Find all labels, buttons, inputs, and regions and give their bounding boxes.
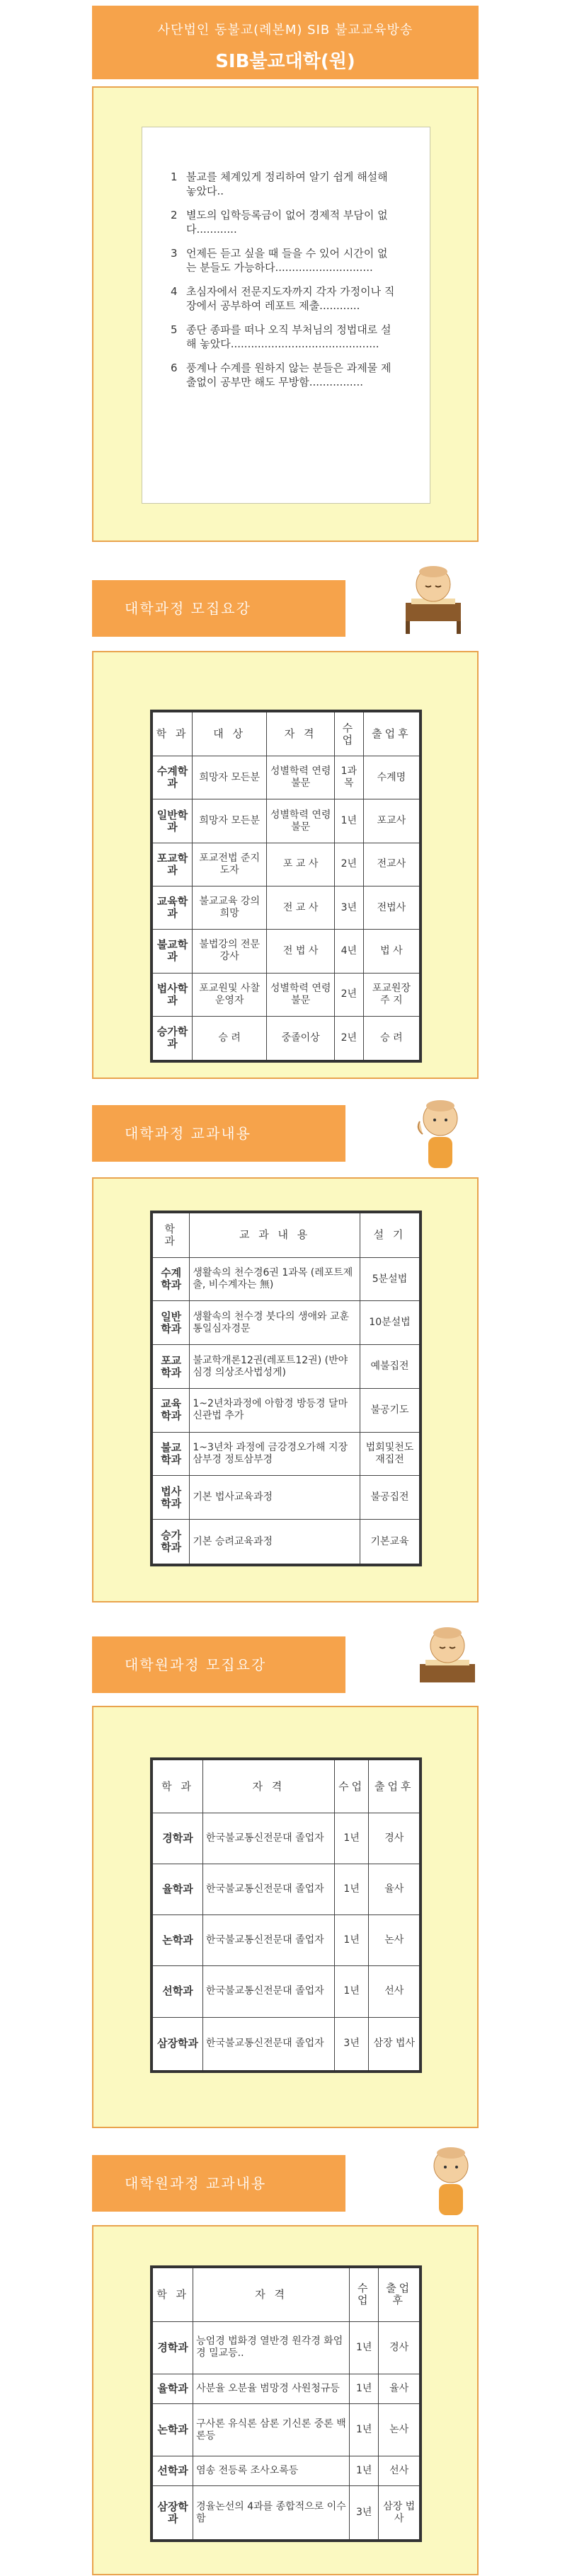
table-row: 포교학과 불교학개론12권(레포트12권) (반야심경 의상조사법성게) 예불집전 bbox=[151, 1345, 421, 1389]
admission-table: 학 과 대 상 자 격 수업 출업후 수계학과 희망자 모든분 성별학력 연령불문 1과목 수계명 일반학과 희망자 모든분 성별학력 연령불문 1년 포교사 포교학과 포교전법 준지도자 포 교 사 2년 전교사 교육학과 불교교육 강의희망 전 교 사 3년 전법사 불교학과 불법강의 전문강사 전 법 사 4년 법 사 법사학과 포교원및 사찰운영자 성별학력 연령불문 2년 포교원장 주 지 승가학과 승 려 중졸이상 2년 승 려 bbox=[150, 710, 422, 1063]
table-row: 논학과 한국불교통신전문대 졸업자 1년 논사 bbox=[151, 1915, 421, 1966]
graduate-admission-table: 학 과 자 격 수업 출업후 경학과 한국불교통신전문대 졸업자 1년 경사 율학과 한국불교통신전문대 졸업자 1년 율사 논학과 한국불교통신전문대 졸업자 1년 논사 선학과 한국불교통신전문대 졸업자 1년 선사 삼장학과 한국불교통신전문대 졸업자 3년 삼장 법사 bbox=[150, 1757, 422, 2073]
table-row: 경학과 한국불교통신전문대 졸업자 1년 경사 bbox=[151, 1813, 421, 1864]
intro-box bbox=[142, 127, 430, 504]
table-row: 일반학과 희망자 모든분 성별학력 연령불문 1년 포교사 bbox=[151, 799, 421, 843]
header-subtitle: 사단법인 동불교(례본M) SIB 불교교육방송 bbox=[157, 23, 413, 37]
intro-item: 3 언제든 듣고 싶을 때 들을 수 있어 시간이 없는 분들도 가능하다............................. bbox=[171, 247, 388, 274]
curriculum-table: 학 과 교 과 내 용 설 기 수계학과 생활속의 천수경6권 1과목 (레포트제출, 비수계자는 無) 5분설법 일반학과 생활속의 천수경 붓다의 생애와 교훈 통일심자경문 10분설법 포교학과 불교학개론12권(레포트12권) (반야심경 의상조사법성게) 예불집전 교육학과 1~2년차과정에 아함경 방등경 달마신관법 추가 불공기도 불교학과 1~3년차 과정에 금강경오가해 지장삼부경 정토삼부경 법회및천도재집전 법사학과 기본 법사교육과정 불공집전 승가학과 기본 승려교육과정 기본교육 bbox=[150, 1211, 422, 1566]
monk-reading-icon bbox=[400, 559, 467, 637]
header-banner bbox=[92, 6, 479, 79]
table-row: 교육학과 1~2년차과정에 아함경 방등경 달마신관법 추가 불공기도 bbox=[151, 1388, 421, 1432]
table-row: 논학과 구사론 유식론 삼론 기신론 중론 백론등 1년 논사 bbox=[151, 2403, 421, 2456]
table-row: 삼장학과 경율논선의 4과를 종합적으로 이수함 3년 삼장 법사 bbox=[151, 2486, 421, 2541]
table-row: 수계학과 희망자 모든분 성별학력 연령불문 1과목 수계명 bbox=[151, 756, 421, 799]
monk-reading-icon bbox=[414, 1620, 481, 1698]
section-banner-4: 대학원과정 교과내용 bbox=[92, 2155, 345, 2212]
table-row: 승가학과 기본 승려교육과정 기본교육 bbox=[151, 1520, 421, 1565]
table-row: 법사학과 포교원및 사찰운영자 성별학력 연령불문 2년 포교원장 주 지 bbox=[151, 973, 421, 1016]
table-row: 경학과 능엄경 법화경 열반경 원각경 화엄경 밀교등.. 1년 경사 bbox=[151, 2321, 421, 2374]
table-row: 삼장학과 한국불교통신전문대 졸업자 3년 삼장 법사 bbox=[151, 2017, 421, 2072]
table-row: 포교학과 포교전법 준지도자 포 교 사 2년 전교사 bbox=[151, 843, 421, 886]
section-banner-1: 대학과정 모집요강 bbox=[92, 580, 345, 637]
intro-item: 5 종단 종파를 떠나 오직 부처님의 정법대로 설해 놓았다............................................ bbox=[171, 323, 391, 350]
section-banner-3: 대학원과정 모집요강 bbox=[92, 1636, 345, 1693]
intro-item: 4 초심자에서 전문지도자까지 각자 가정이나 직장에서 공부하여 레포트 제출............ bbox=[171, 285, 395, 312]
table-row: 수계학과 생활속의 천수경6권 1과목 (레포트제출, 비수계자는 無) 5분설법 bbox=[151, 1257, 421, 1301]
table-row: 법사학과 기본 법사교육과정 불공집전 bbox=[151, 1476, 421, 1520]
table-row: 율학과 사분율 오분율 범망경 사원청규등 1년 율사 bbox=[151, 2374, 421, 2404]
monk-thinking-icon bbox=[407, 1093, 474, 1171]
monk-thinking-icon bbox=[418, 2140, 484, 2218]
graduate-curriculum-table: 학 과 자 격 수업 출업후 경학과 능엄경 법화경 열반경 원각경 화엄경 밀교등.. 1년 경사 율학과 사분율 오분율 범망경 사원청규등 1년 율사 논학과 구사론 유식론 삼론 기신론 중론 백론등 1년 논사 선학과 염송 전등록 조사오록등 1년 선사 삼장학과 경율논선의 4과를 종합적으로 이수함 3년 삼장 법사 bbox=[150, 2265, 422, 2542]
intro-item: 2 별도의 입학등록금이 없어 경제적 부담이 없다............ bbox=[171, 209, 388, 236]
intro-item: 6 풍계나 수계를 원하지 않는 분들은 과제물 제출없이 공부만 해도 무방함................ bbox=[171, 362, 391, 388]
table-row: 승가학과 승 려 중졸이상 2년 승 려 bbox=[151, 1016, 421, 1061]
table-row: 선학과 한국불교통신전문대 졸업자 1년 선사 bbox=[151, 1966, 421, 2017]
section-banner-2: 대학과정 교과내용 bbox=[92, 1105, 345, 1162]
header-title: SIB불교대학(원) bbox=[215, 51, 355, 72]
table-row: 일반학과 생활속의 천수경 붓다의 생애와 교훈 통일심자경문 10분설법 bbox=[151, 1301, 421, 1345]
table-row: 불교학과 불법강의 전문강사 전 법 사 4년 법 사 bbox=[151, 930, 421, 973]
intro-item: 1 불교를 체계있게 정리하여 알기 쉽게 해설해 놓았다.. bbox=[171, 171, 388, 197]
table-row: 선학과 염송 전등록 조사오록등 1년 선사 bbox=[151, 2456, 421, 2486]
table-row: 율학과 한국불교통신전문대 졸업자 1년 율사 bbox=[151, 1864, 421, 1915]
table-row: 불교학과 1~3년차 과정에 금강경오가해 지장삼부경 정토삼부경 법회및천도재집전 bbox=[151, 1432, 421, 1476]
table-row: 교육학과 불교교육 강의희망 전 교 사 3년 전법사 bbox=[151, 886, 421, 929]
